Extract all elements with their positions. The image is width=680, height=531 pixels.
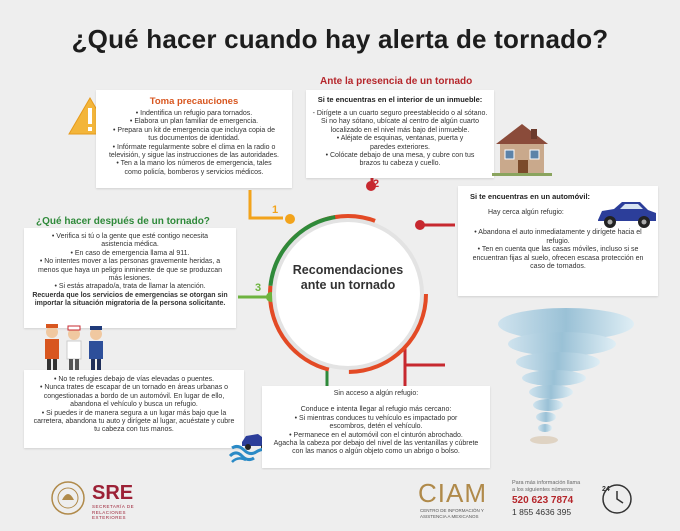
clock-24-icon bbox=[600, 482, 634, 516]
outdoors-box bbox=[24, 370, 244, 448]
ciam-subtitle-line: ASISTENCIA A MEXICANOS bbox=[420, 513, 479, 519]
precaution-item: • Indentifica un refugio para tornados. bbox=[135, 110, 253, 117]
presence-item: • Colócate debajo de una mesa, y cubre con tus brazos tu cabeza y cuello. bbox=[325, 152, 475, 168]
after-item: • En caso de emergencia llama al 911. bbox=[70, 249, 190, 257]
no-shelter-item: Agacha la cabeza por debajo del nivel de las ventanillas y cúbrete con las manos o algún objeto como un abrigo o bolso. bbox=[273, 440, 479, 456]
presence-heading: Ante la presencia de un tornado bbox=[320, 76, 473, 87]
sre-subtitle-line: EXTERIORES bbox=[92, 515, 127, 520]
after-item: • Si estás atrapado/a, trata de llamar la atención. bbox=[54, 283, 206, 291]
step-number-1: 1 bbox=[272, 204, 279, 216]
after-item: • Verifica si tú o la gente que esté contigo necesita asistencia médica. bbox=[51, 233, 209, 249]
house-icon bbox=[492, 120, 552, 176]
precautions-box bbox=[96, 90, 292, 188]
ciam-logo: CIAM bbox=[418, 478, 487, 508]
no-shelter-item: Conduce e intenta llegar al refugio más cercano: bbox=[300, 406, 452, 414]
precaution-item: • Infórmate regularmente sobre el clima en la radio o televisión, y sigue las instrucciones de las autoridades. bbox=[108, 143, 280, 160]
sre-subtitle bbox=[92, 504, 134, 521]
sre-subtitle-line: RELACIONES bbox=[92, 509, 127, 515]
outdoors-item: • No te refugies debajo de vías elevadas o puentes. bbox=[53, 376, 215, 383]
footer bbox=[0, 470, 680, 531]
precaution-item: • Prepara un kit de emergencia que incluya copia de tus documentos de identidad. bbox=[113, 126, 275, 143]
car-intro: Hay cerca algún refugio: bbox=[488, 209, 564, 216]
phone-number-2: 1 855 4636 395 bbox=[512, 507, 572, 517]
mexico-seal-icon bbox=[50, 480, 86, 516]
page-title: ¿Qué hacer cuando hay alerta de tornado? bbox=[71, 24, 609, 54]
contact-info-line: Para más información llama bbox=[512, 480, 581, 486]
car-subheading: Si te encuentras en un automóvil: bbox=[470, 192, 591, 201]
after-highlight: Recuerda que los servicios de emergencias se otorgan sin importar la situación migratoria de la persona solicitante. bbox=[32, 291, 228, 308]
no-shelter-item: • Permanece en el automóvil con el cinturón abrochado. bbox=[289, 431, 463, 439]
center-label bbox=[276, 263, 420, 293]
after-item: • No intentes mover a las personas gravemente heridas, a menos que haya un peligro inminente de que se produzcan más lesiones. bbox=[37, 258, 223, 283]
phone-number-1: 520 623 7874 bbox=[512, 495, 574, 506]
sre-logo: SRE bbox=[92, 482, 134, 504]
center-line-2: ante un tornado bbox=[300, 278, 396, 292]
presence-item: • Aléjate de esquinas, ventanas, puerta y paredes exteriores. bbox=[336, 135, 464, 151]
clock-label: 24 bbox=[602, 486, 610, 493]
after-heading: ¿Qué hacer después de un tornado? bbox=[36, 216, 210, 227]
outdoors-item: • Nunca trates de escapar de un tornado en áreas urbanas o congestionadas a bordo de un automóvil. En lugar de ello, abandona el vehículo y busca un refugio. bbox=[39, 384, 229, 409]
step-number-2: 2 bbox=[373, 178, 380, 190]
step-number-3: 3 bbox=[255, 282, 262, 294]
center-line-1: Recomendaciones bbox=[292, 263, 404, 277]
contact-info-line: a los siguientes números bbox=[512, 487, 573, 493]
contact-info bbox=[512, 480, 580, 518]
no-shelter-item: • Si mientras conduces tu vehículo es impactado por escombros, detén el vehículo. bbox=[294, 414, 458, 431]
presence-subheading: Si te encuentras en el interior de un inmueble: bbox=[317, 95, 483, 104]
ciam-subtitle-line: CENTRO DE INFORMACIÓN Y bbox=[420, 508, 484, 513]
no-shelter-intro: Sin acceso a algún refugio: bbox=[333, 390, 419, 397]
after-box bbox=[24, 228, 236, 328]
presence-item: - Dirígete a un cuarto seguro preestablecido o al sótano. Si no hay sótano, ubícate al centro de algún cuarto localizado en el nivel más bajo del inmueble. bbox=[312, 110, 488, 134]
ciam-subtitle bbox=[420, 508, 484, 519]
outdoors-item: • Si puedes ir de manera segura a un lugar más bajo que la carretera, abandona tu auto y dirígete al lugar, acuéstate y cubre tu cabeza con tus manos. bbox=[33, 409, 235, 434]
presence-box bbox=[306, 90, 494, 178]
no-shelter-box bbox=[262, 386, 490, 468]
precaution-item: • Ten a la mano los números de emergencia, tales como policía, bomberos y servicios médicos. bbox=[116, 160, 272, 176]
rescuers-icon bbox=[40, 322, 112, 372]
sre-subtitle-line: SECRETARÍA DE bbox=[92, 504, 135, 509]
car-item: • Ten en cuenta que las casas móviles, incluso si se encuentran fijas al suelo, ofrecen escasa protección en caso de tornados. bbox=[472, 246, 644, 271]
tornado-icon bbox=[488, 304, 638, 454]
car-item: • Abandona el auto inmediatamente y dirígete hacia el refugio. bbox=[474, 229, 642, 245]
precautions-heading: Toma precauciones bbox=[149, 96, 239, 107]
precaution-item: • Elabora un plan familiar de emergencia. bbox=[129, 118, 259, 126]
car-icon bbox=[594, 200, 658, 230]
center-circle bbox=[276, 222, 420, 366]
